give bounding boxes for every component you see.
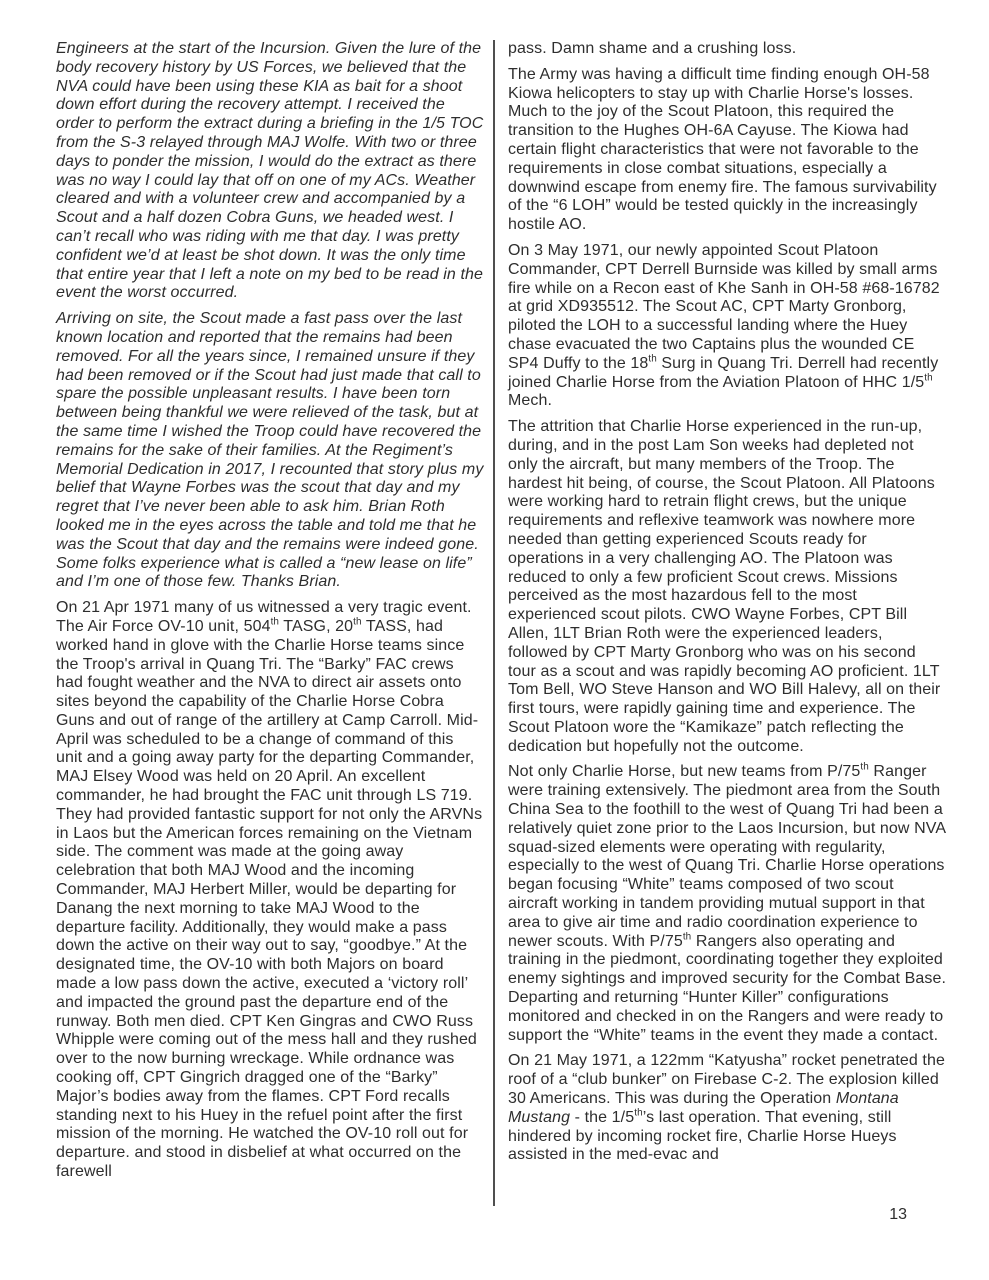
column-divider — [493, 40, 495, 1206]
left-column — [56, 40, 484, 1206]
page-number: 13 — [889, 1206, 907, 1223]
paragraph: The Army was having a difficult time finding enough OH-58 Kiowa helicopters to stay up with Charlie Horse's losses. Much to the joy of the Scout Platoon, this required the transition to the Hughes OH-6A Cayuse. The Kiowa had certain flight characteristics that were not favorable to the requirements in close combat situations, especially a downwind escape from enemy fire. The famous survivability of the “6 LOH” would be tested quickly in the increasingly hostile AO. — [508, 65, 937, 234]
paragraph: The attrition that Charlie Horse experienced in the run-up, during, and in the post Lam Son weeks had depleted not only the aircraft, but many members of the Troop. The hardest hit being, of course, the Scout Platoon. All Platoons were working hard to retrain flight crews, but the unique requirements and reflexive teamwork was nowhere more needed than getting experienced Scouts ready for operations in a very challenging AO. The Platoon was reduced to only a few proficient Scout crews. Missions perceived as the most hazardous fell to the most experienced scout pilots. CWO Wayne Forbes, CPT Bill Allen, 1LT Brian Roth were the experienced leaders, followed by CPT Marty Gronborg who was on his second tour as a scout and was rapidly becoming AO proficient. 1LT Tom Bell, WO Steve Hanson and WO Bill Halevy, all on their first tours, were rapidly gaining time and experience. The Scout Platoon wore the “Kamikaze” patch reflecting the dedication but hopefully not the outcome. — [508, 418, 941, 755]
paragraph: On 21 May 1971, a 122mm “Katyusha” rocket penetrated the roof of a “club bunker” on Firebase C-2. The explosion killed 30 Americans. This was during the Operation Montana Mustang - the 1/5th’s last operation. That evening, still hindered by incoming rocket fire, Charlie Horse Hueys assisted in the med-evac and — [508, 1052, 945, 1164]
right-column — [508, 40, 946, 1206]
paragraph: On 3 May 1971, our newly appointed Scout Platoon Commander, CPT Derrell Burnside was killed by small arms fire while on a Recon east of Khe Sanh in OH-58 #68-16782 at grid XD935512. The Scout AC, CPT Marty Gronborg, piloted the LOH to a successful landing where the Huey chase evacuated the two Captains plus the wounded CE SP4 Duffy to the 18th Surg in Quang Tri. Derrell had recently joined Charlie Horse from the Aviation Platoon of HHC 1/5th Mech. — [508, 241, 940, 410]
paragraph: pass. Damn shame and a crushing loss. — [508, 40, 797, 57]
paragraph: Engineers at the start of the Incursion. Given the lure of the body recovery history by US Forces, we believed that the NVA could have been using these KIA as bait for a shoot down effort during the recovery attempt. I received the order to perform the extract during a briefing in the 1/5 TOC from the S-3 relayed through MAJ Wolfe. With two or three days to ponder the mission, I would do the extract as there was no way I could lay that off on one of my ACs. Weather cleared and with a volunteer crew and accompanied by a Scout and a half dozen Cobra Guns, we headed west. I can’t recall who was riding with me that day. I was pretty confident we’d at least be shot down. It was the only time that entire year that I left a note on my bed to be read in the event the worst occurred. — [56, 40, 484, 302]
paragraph: On 21 Apr 1971 many of us witnessed a very tragic event. The Air Force OV-10 unit, 504th TASG, 20th TASS, had worked hand in glove with the Charlie Horse teams since the Troop's arrival in Quang Tri. The “Barky” FAC crews had fought weather and the NVA to direct air assets onto sites beyond the capability of the Charlie Horse Cobra Guns and out of range of the artillery at Camp Carroll. Mid-April was scheduled to be a change of command of this unit and a going away party for the departing Commander, MAJ Elsey Wood was held on 20 April. An excellent commander, he had brought the FAC unit through LS 719. They had provided fantastic support for not only the ARVNs in Laos but the American forces remaining on the Vietnam side. The comment was made at the going away celebration that both MAJ Wood and the incoming Commander, MAJ Herbert Miller, would be departing for Danang the next morning to take MAJ Wood to the departure facility. Additionally, they would make a pass down the active on their way out to say, “goodbye.” At the designated time, the OV-10 with both Majors on board made a low pass down the active, executed a ‘victory roll’ and impacted the ground past the departure end of the runway. Both men died. CPT Ken Gingras and CWO Russ Whipple were coming out of the mess hall and they rushed over to the now burning wreckage. While ordnance was cooking off, CPT Gingrich dragged one of the “Barky” Major’s bodies away from the flames. CPT Ford recalls standing next to his Huey in the refuel point after the first mission of the morning. He watched the OV-10 roll out for departure. and stood in disbelief at what occurred on the farewell — [56, 599, 483, 1181]
paragraph: Not only Charlie Horse, but new teams from P/75th Ranger were training extensively. The piedmont area from the South China Sea to the foothill to the west of Quang Tri had been a relatively quiet zone prior to the Laos Incursion, but now NVA squad-sized elements were operating with regularity, especially to the west of Quang Tri. Charlie Horse operations began focusing “White” teams composed of two scout aircraft working in tandem providing mutual support in that area to give air time and radio coordination experience to newer scouts. With P/75th Rangers also operating and training in the piedmont, coordinating together they exploited enemy sightings and improved security for the Combat Base. Departing and returning “Hunter Killer” configurations monitored and checked in on the Rangers and were ready to support the “White” teams in the event they made a contact. — [508, 762, 947, 1044]
two-column-layout — [56, 40, 946, 1206]
paragraph: Arriving on site, the Scout made a fast pass over the last known location and reported that the remains had been removed. For all the years since, I remained unsure if they had been removed or if the Scout had just made that call to spare the possible unpleasant results. I have been torn between being thankful we were relieved of the task, but at the same time I wished the Troop could have recovered the remains for the sake of their families. At the Regiment’s Memorial Dedication in 2017, I recounted that story plus my belief that Wayne Forbes was the scout that day and my regret that I’ve never been able to ask him. Brian Roth looked me in the eyes across the table and told me that he was the Scout that day and the remains were indeed gone. Some folks experience what is called a “new lease on life” and I’m one of those few. Thanks Brian. — [56, 310, 484, 591]
